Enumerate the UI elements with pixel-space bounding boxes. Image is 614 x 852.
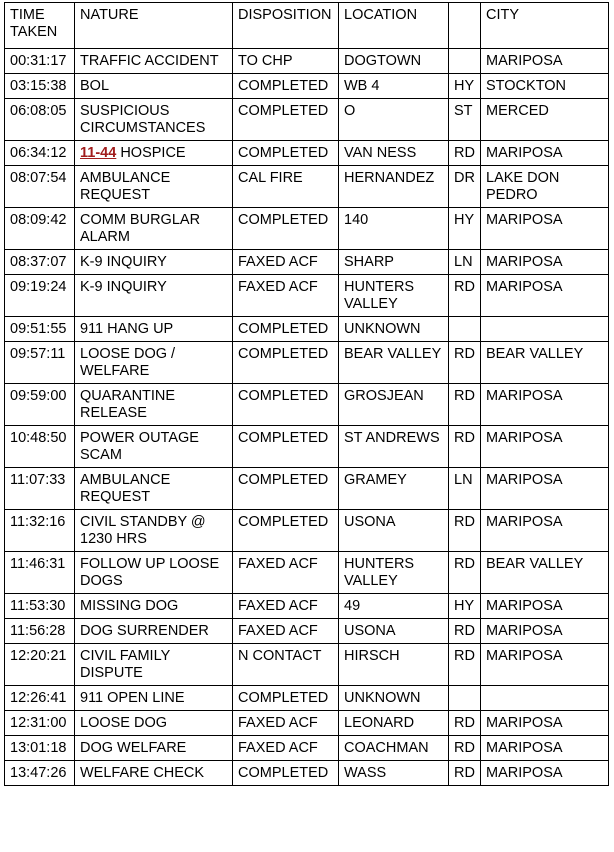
cell-nature bbox=[75, 594, 233, 619]
header-suffix bbox=[449, 3, 481, 49]
cell-nature bbox=[75, 74, 233, 99]
cell-nature bbox=[75, 250, 233, 275]
cell-city bbox=[481, 686, 609, 711]
cell-disposition: COMPLETED bbox=[233, 74, 339, 99]
cell-location: HUNTERS VALLEY bbox=[339, 552, 449, 594]
header-city: CITY bbox=[481, 3, 609, 49]
table-row bbox=[5, 468, 609, 510]
header-nature: NATURE bbox=[75, 3, 233, 49]
cell-suffix: RD bbox=[449, 426, 481, 468]
cell-city: MARIPOSA bbox=[481, 644, 609, 686]
cell-city: MARIPOSA bbox=[481, 510, 609, 552]
table-row bbox=[5, 594, 609, 619]
cell-nature bbox=[75, 644, 233, 686]
nature-text: K-9 INQUIRY bbox=[80, 254, 167, 270]
cell-location: O bbox=[339, 99, 449, 141]
nature-text: SUSPICIOUS CIRCUMSTANCES bbox=[80, 103, 206, 136]
nature-text: CIVIL STANDBY @ 1230 HRS bbox=[80, 514, 206, 547]
cell-time: 11:56:28 bbox=[5, 619, 75, 644]
nature-text: TRAFFIC ACCIDENT bbox=[80, 53, 219, 69]
cell-nature bbox=[75, 736, 233, 761]
nature-text: BOL bbox=[80, 78, 110, 94]
nature-text: DOG WELFARE bbox=[80, 740, 187, 756]
cell-location: COACHMAN bbox=[339, 736, 449, 761]
header-location: LOCATION bbox=[339, 3, 449, 49]
cell-nature bbox=[75, 711, 233, 736]
nature-text: AMBULANCE REQUEST bbox=[80, 472, 171, 505]
table-row bbox=[5, 99, 609, 141]
cell-location: UNKNOWN bbox=[339, 686, 449, 711]
cell-suffix: HY bbox=[449, 74, 481, 99]
cell-location: LEONARD bbox=[339, 711, 449, 736]
cell-disposition: COMPLETED bbox=[233, 317, 339, 342]
cell-disposition: FAXED ACF bbox=[233, 711, 339, 736]
nature-text: WELFARE CHECK bbox=[80, 765, 205, 781]
cell-disposition: COMPLETED bbox=[233, 686, 339, 711]
cell-location: GROSJEAN bbox=[339, 384, 449, 426]
cell-disposition: COMPLETED bbox=[233, 510, 339, 552]
cell-location: HIRSCH bbox=[339, 644, 449, 686]
cell-suffix: RD bbox=[449, 711, 481, 736]
header-row bbox=[5, 3, 609, 49]
cell-nature bbox=[75, 384, 233, 426]
table-row bbox=[5, 342, 609, 384]
table-row bbox=[5, 166, 609, 208]
cell-suffix: DR bbox=[449, 166, 481, 208]
cell-location: SHARP bbox=[339, 250, 449, 275]
cell-time: 09:19:24 bbox=[5, 275, 75, 317]
header-disposition: DISPOSITION bbox=[233, 3, 339, 49]
cell-suffix: HY bbox=[449, 594, 481, 619]
cell-city: STOCKTON bbox=[481, 74, 609, 99]
header-time: TIME TAKEN bbox=[5, 3, 75, 49]
cell-disposition: COMPLETED bbox=[233, 468, 339, 510]
cell-suffix: ST bbox=[449, 99, 481, 141]
table-row bbox=[5, 275, 609, 317]
cell-location: WASS bbox=[339, 761, 449, 786]
cell-time: 11:46:31 bbox=[5, 552, 75, 594]
cell-city: MARIPOSA bbox=[481, 711, 609, 736]
nature-text: HOSPICE bbox=[120, 145, 186, 161]
cell-time: 13:01:18 bbox=[5, 736, 75, 761]
cell-location: ST ANDREWS bbox=[339, 426, 449, 468]
cell-location: USONA bbox=[339, 619, 449, 644]
cell-disposition: TO CHP bbox=[233, 49, 339, 74]
nature-text: LOOSE DOG / WELFARE bbox=[80, 346, 176, 379]
cell-city: BEAR VALLEY bbox=[481, 552, 609, 594]
table-row bbox=[5, 208, 609, 250]
cell-disposition: COMPLETED bbox=[233, 426, 339, 468]
cell-time: 00:31:17 bbox=[5, 49, 75, 74]
cell-time: 09:59:00 bbox=[5, 384, 75, 426]
nature-text: AMBULANCE REQUEST bbox=[80, 170, 171, 203]
cell-time: 08:09:42 bbox=[5, 208, 75, 250]
cell-location: 140 bbox=[339, 208, 449, 250]
cell-nature bbox=[75, 552, 233, 594]
cell-disposition: FAXED ACF bbox=[233, 275, 339, 317]
cell-suffix: RD bbox=[449, 510, 481, 552]
cell-suffix: HY bbox=[449, 208, 481, 250]
cell-disposition: COMPLETED bbox=[233, 342, 339, 384]
nature-text: FOLLOW UP LOOSE DOGS bbox=[80, 556, 220, 589]
nature-text: 911 OPEN LINE bbox=[80, 690, 185, 706]
table-row bbox=[5, 49, 609, 74]
cell-suffix bbox=[449, 317, 481, 342]
cell-city: LAKE DON PEDRO bbox=[481, 166, 609, 208]
cell-disposition: COMPLETED bbox=[233, 99, 339, 141]
cell-suffix: RD bbox=[449, 619, 481, 644]
cell-location: UNKNOWN bbox=[339, 317, 449, 342]
cell-city: MERCED bbox=[481, 99, 609, 141]
nature-code: 11-44 bbox=[80, 145, 117, 161]
cell-city: MARIPOSA bbox=[481, 141, 609, 166]
cell-location: HERNANDEZ bbox=[339, 166, 449, 208]
nature-text: CIVIL FAMILY DISPUTE bbox=[80, 648, 170, 681]
table-row bbox=[5, 426, 609, 468]
cell-nature bbox=[75, 342, 233, 384]
cell-city: MARIPOSA bbox=[481, 275, 609, 317]
cell-nature bbox=[75, 686, 233, 711]
cell-city bbox=[481, 317, 609, 342]
cell-suffix: RD bbox=[449, 275, 481, 317]
table-row bbox=[5, 686, 609, 711]
cell-disposition: FAXED ACF bbox=[233, 250, 339, 275]
cell-time: 12:20:21 bbox=[5, 644, 75, 686]
cell-time: 09:57:11 bbox=[5, 342, 75, 384]
nature-text: K-9 INQUIRY bbox=[80, 279, 167, 295]
cell-city: MARIPOSA bbox=[481, 468, 609, 510]
cell-city: MARIPOSA bbox=[481, 250, 609, 275]
cell-time: 06:08:05 bbox=[5, 99, 75, 141]
cell-location: DOGTOWN bbox=[339, 49, 449, 74]
cell-disposition: COMPLETED bbox=[233, 384, 339, 426]
cell-disposition: COMPLETED bbox=[233, 141, 339, 166]
cell-nature bbox=[75, 510, 233, 552]
cell-nature bbox=[75, 426, 233, 468]
cell-nature bbox=[75, 275, 233, 317]
cell-time: 11:32:16 bbox=[5, 510, 75, 552]
cell-disposition: FAXED ACF bbox=[233, 736, 339, 761]
cell-suffix: LN bbox=[449, 250, 481, 275]
cell-suffix: RD bbox=[449, 552, 481, 594]
cell-location: BEAR VALLEY bbox=[339, 342, 449, 384]
cell-city: MARIPOSA bbox=[481, 761, 609, 786]
cell-location: HUNTERS VALLEY bbox=[339, 275, 449, 317]
cell-location: USONA bbox=[339, 510, 449, 552]
cell-location: VAN NESS bbox=[339, 141, 449, 166]
cell-time: 08:37:07 bbox=[5, 250, 75, 275]
cell-location: GRAMEY bbox=[339, 468, 449, 510]
cell-city: MARIPOSA bbox=[481, 426, 609, 468]
cell-nature bbox=[75, 761, 233, 786]
cell-disposition: FAXED ACF bbox=[233, 552, 339, 594]
cell-city: MARIPOSA bbox=[481, 384, 609, 426]
table-row bbox=[5, 74, 609, 99]
table-row bbox=[5, 736, 609, 761]
cell-suffix: RD bbox=[449, 384, 481, 426]
cell-location: WB 4 bbox=[339, 74, 449, 99]
cell-time: 09:51:55 bbox=[5, 317, 75, 342]
cell-city: MARIPOSA bbox=[481, 736, 609, 761]
table-row bbox=[5, 250, 609, 275]
cell-nature bbox=[75, 49, 233, 74]
cell-nature bbox=[75, 619, 233, 644]
nature-text: LOOSE DOG bbox=[80, 715, 168, 731]
table-row bbox=[5, 619, 609, 644]
cell-time: 10:48:50 bbox=[5, 426, 75, 468]
call-log-table bbox=[4, 2, 609, 786]
cell-disposition: FAXED ACF bbox=[233, 594, 339, 619]
cell-time: 12:31:00 bbox=[5, 711, 75, 736]
cell-suffix bbox=[449, 49, 481, 74]
cell-nature bbox=[75, 468, 233, 510]
cell-suffix: RD bbox=[449, 342, 481, 384]
cell-time: 11:07:33 bbox=[5, 468, 75, 510]
table-row bbox=[5, 761, 609, 786]
table-row bbox=[5, 711, 609, 736]
cell-disposition: FAXED ACF bbox=[233, 619, 339, 644]
nature-text: POWER OUTAGE SCAM bbox=[80, 430, 199, 463]
cell-city: MARIPOSA bbox=[481, 594, 609, 619]
cell-location: 49 bbox=[339, 594, 449, 619]
cell-suffix: LN bbox=[449, 468, 481, 510]
cell-time: 03:15:38 bbox=[5, 74, 75, 99]
cell-nature bbox=[75, 99, 233, 141]
cell-time: 11:53:30 bbox=[5, 594, 75, 619]
nature-text: DOG SURRENDER bbox=[80, 623, 209, 639]
cell-disposition: CAL FIRE bbox=[233, 166, 339, 208]
table-row bbox=[5, 552, 609, 594]
table-row bbox=[5, 141, 609, 166]
nature-text: 911 HANG UP bbox=[80, 321, 174, 337]
cell-suffix: RD bbox=[449, 141, 481, 166]
nature-text: QUARANTINE RELEASE bbox=[80, 388, 176, 421]
nature-text: MISSING DOG bbox=[80, 598, 179, 614]
table-row bbox=[5, 644, 609, 686]
cell-time: 08:07:54 bbox=[5, 166, 75, 208]
cell-nature bbox=[75, 141, 233, 166]
cell-disposition: COMPLETED bbox=[233, 208, 339, 250]
cell-suffix: RD bbox=[449, 644, 481, 686]
cell-suffix: RD bbox=[449, 736, 481, 761]
cell-time: 13:47:26 bbox=[5, 761, 75, 786]
cell-time: 12:26:41 bbox=[5, 686, 75, 711]
cell-disposition: N CONTACT bbox=[233, 644, 339, 686]
cell-nature bbox=[75, 317, 233, 342]
table-row bbox=[5, 510, 609, 552]
cell-city: MARIPOSA bbox=[481, 49, 609, 74]
table-body bbox=[5, 49, 609, 786]
table-row bbox=[5, 317, 609, 342]
cell-city: BEAR VALLEY bbox=[481, 342, 609, 384]
cell-time: 06:34:12 bbox=[5, 141, 75, 166]
cell-nature bbox=[75, 166, 233, 208]
nature-text: COMM BURGLAR ALARM bbox=[80, 212, 201, 245]
cell-city: MARIPOSA bbox=[481, 619, 609, 644]
cell-city: MARIPOSA bbox=[481, 208, 609, 250]
table-header bbox=[5, 3, 609, 49]
cell-nature bbox=[75, 208, 233, 250]
cell-suffix: RD bbox=[449, 761, 481, 786]
table-row bbox=[5, 384, 609, 426]
cell-disposition: COMPLETED bbox=[233, 761, 339, 786]
cell-suffix bbox=[449, 686, 481, 711]
